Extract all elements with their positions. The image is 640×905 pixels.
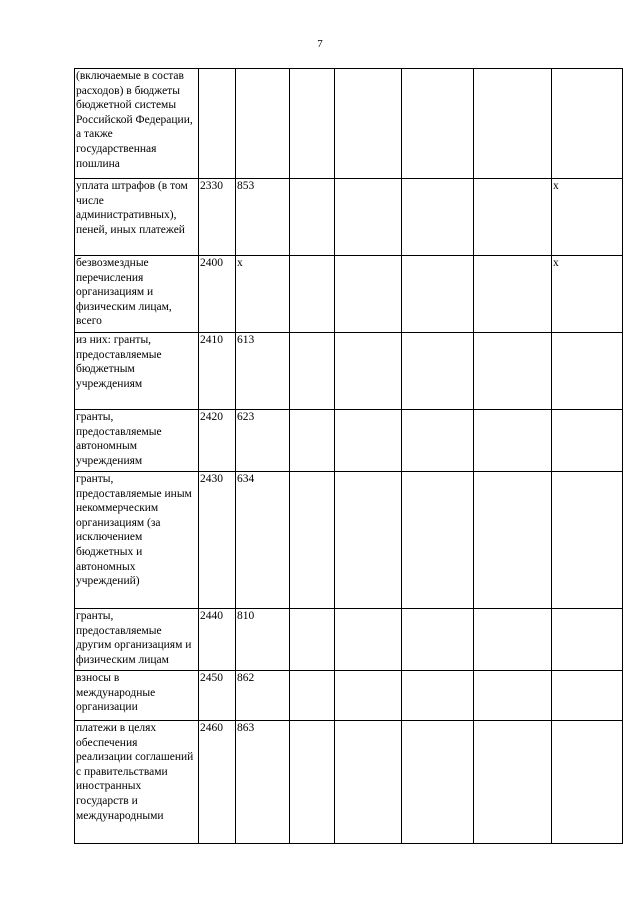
row-value-cell bbox=[290, 179, 335, 256]
row-value-cell bbox=[335, 179, 402, 256]
table-row bbox=[75, 721, 623, 844]
page-number: 7 bbox=[317, 38, 323, 50]
row-value-cell bbox=[335, 671, 402, 721]
row-value-cell bbox=[552, 671, 623, 721]
row-value-cell: x bbox=[552, 179, 623, 256]
row-value-cell bbox=[290, 256, 335, 333]
row-value-cell bbox=[402, 671, 474, 721]
row-value-cell bbox=[474, 671, 552, 721]
row-kbk-cell bbox=[236, 69, 290, 179]
budget-indicators-table bbox=[74, 68, 623, 844]
row-value-cell bbox=[290, 721, 335, 844]
row-value-cell bbox=[290, 609, 335, 671]
row-code-cell: 2430 bbox=[199, 472, 236, 609]
row-name-cell: платежи в целях обеспечения реализации соглашений с правительствами иностранных государств и международными bbox=[75, 721, 199, 844]
row-value-cell bbox=[474, 179, 552, 256]
row-name-cell: гранты, предоставляемые другим организациям и физическим лицам bbox=[75, 609, 199, 671]
row-value-cell bbox=[335, 256, 402, 333]
row-value-cell bbox=[552, 333, 623, 410]
row-value-cell bbox=[474, 472, 552, 609]
row-value-cell bbox=[402, 721, 474, 844]
row-value-cell bbox=[335, 69, 402, 179]
row-code-cell: 2460 bbox=[199, 721, 236, 844]
row-code-cell: 2420 bbox=[199, 410, 236, 472]
row-value-cell bbox=[402, 410, 474, 472]
row-kbk-cell: 810 bbox=[236, 609, 290, 671]
row-value-cell bbox=[335, 721, 402, 844]
row-value-cell bbox=[402, 472, 474, 609]
row-value-cell bbox=[474, 333, 552, 410]
row-value-cell bbox=[474, 256, 552, 333]
row-value-cell bbox=[402, 179, 474, 256]
table-row bbox=[75, 256, 623, 333]
row-value-cell bbox=[552, 410, 623, 472]
table-row bbox=[75, 179, 623, 256]
row-value-cell bbox=[290, 671, 335, 721]
row-value-cell bbox=[335, 333, 402, 410]
table-row bbox=[75, 410, 623, 472]
row-code-cell: 2330 bbox=[199, 179, 236, 256]
row-value-cell bbox=[552, 69, 623, 179]
table-row bbox=[75, 609, 623, 671]
row-name-cell: уплата штрафов (в том числе административных), пеней, иных платежей bbox=[75, 179, 199, 256]
row-value-cell bbox=[474, 69, 552, 179]
row-value-cell bbox=[335, 410, 402, 472]
row-value-cell bbox=[474, 721, 552, 844]
row-name-cell: гранты, предоставляемые иным некоммерческим организациям (за исключением бюджетных и автономных учреждений) bbox=[75, 472, 199, 609]
row-value-cell bbox=[474, 609, 552, 671]
row-code-cell: 2450 bbox=[199, 671, 236, 721]
row-kbk-cell: 613 bbox=[236, 333, 290, 410]
row-value-cell bbox=[474, 410, 552, 472]
row-value-cell: x bbox=[552, 256, 623, 333]
row-name-cell: гранты, предоставляемые автономным учреждениям bbox=[75, 410, 199, 472]
row-name-cell: из них: гранты, предоставляемые бюджетным учреждениям bbox=[75, 333, 199, 410]
row-kbk-cell: 623 bbox=[236, 410, 290, 472]
row-value-cell bbox=[402, 333, 474, 410]
row-value-cell bbox=[402, 69, 474, 179]
row-value-cell bbox=[335, 609, 402, 671]
row-value-cell bbox=[552, 472, 623, 609]
row-value-cell bbox=[552, 721, 623, 844]
row-kbk-cell: 862 bbox=[236, 671, 290, 721]
row-value-cell bbox=[290, 333, 335, 410]
row-name-cell: безвозмездные перечисления организациям и физическим лицам, всего bbox=[75, 256, 199, 333]
table-row bbox=[75, 671, 623, 721]
row-value-cell bbox=[552, 609, 623, 671]
table-row bbox=[75, 472, 623, 609]
row-code-cell: 2440 bbox=[199, 609, 236, 671]
table-row bbox=[75, 333, 623, 410]
row-kbk-cell: 634 bbox=[236, 472, 290, 609]
row-kbk-cell: x bbox=[236, 256, 290, 333]
row-value-cell bbox=[290, 472, 335, 609]
row-name-cell: (включаемые в состав расходов) в бюджеты бюджетной системы Российской Федерации, а также государственная пошлина bbox=[75, 69, 199, 179]
row-code-cell bbox=[199, 69, 236, 179]
table-row bbox=[75, 69, 623, 179]
row-name-cell: взносы в международные организации bbox=[75, 671, 199, 721]
row-value-cell bbox=[290, 410, 335, 472]
row-code-cell: 2400 bbox=[199, 256, 236, 333]
row-kbk-cell: 853 bbox=[236, 179, 290, 256]
row-value-cell bbox=[402, 256, 474, 333]
row-value-cell bbox=[335, 472, 402, 609]
row-value-cell bbox=[402, 609, 474, 671]
row-code-cell: 2410 bbox=[199, 333, 236, 410]
row-kbk-cell: 863 bbox=[236, 721, 290, 844]
row-value-cell bbox=[290, 69, 335, 179]
